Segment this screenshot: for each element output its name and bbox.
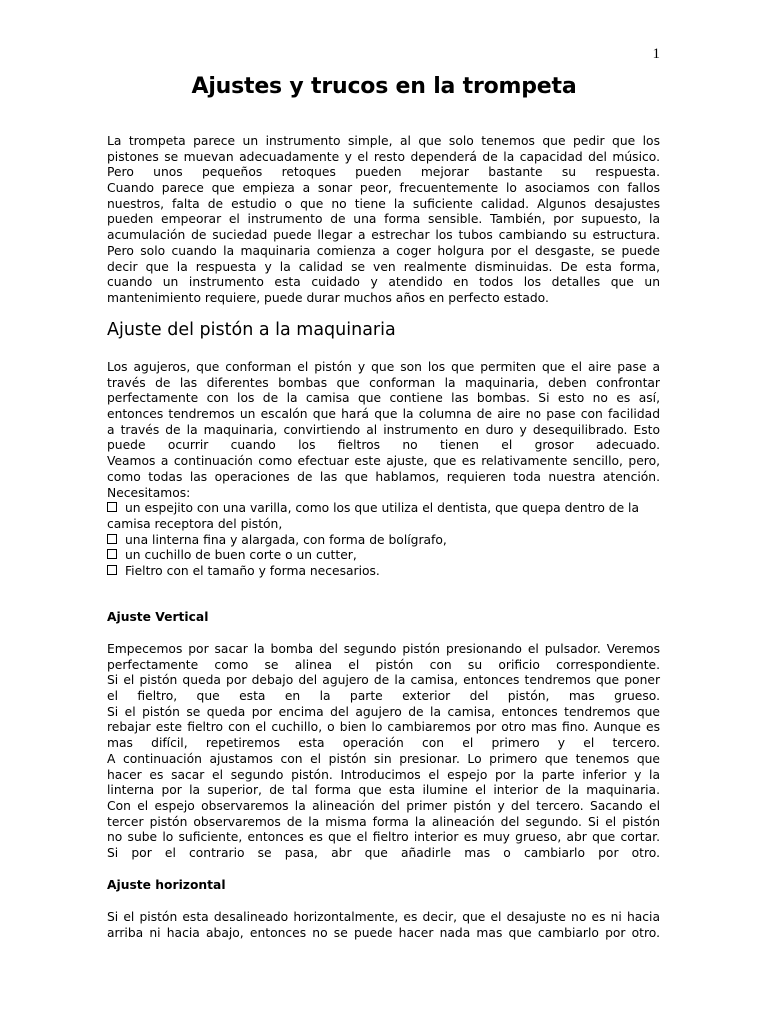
text-line: a través de la maquinaria, convirtiendo al instrumento en duro y desequilibrado. Esto [107, 422, 660, 437]
page-number: 1 [652, 46, 660, 62]
text-line: mas difícil, repetiremos esta operación con el primero y el tercero. [107, 736, 660, 751]
checklist-item: una linterna fina y alargada, con forma de bolígrafo, [107, 533, 660, 549]
text-line: Los agujeros, que conforman el pistón y que son los que permiten que el aire pase a [107, 360, 660, 374]
text-line: hacer es sacar el segundo pistón. Introducimos el espejo por la parte inferior y la [107, 767, 660, 782]
text-line: Si por el contrario se pasa, abr que añadirle mas o cambiarlo por otro. [107, 845, 660, 860]
checklist-item: Fieltro con el tamaño y forma necesarios. [107, 564, 660, 580]
text-line: Cuando parece que empieza a sonar peor, frecuentemente lo asociamos con fallos [107, 181, 660, 196]
checklist-continuation: camisa receptora del pistón, [107, 516, 283, 531]
text-line: perfectamente con los de la camisa que contiene las bombas. Si esto no es así, [107, 391, 660, 406]
section-heading-piston: Ajuste del pistón a la maquinaria [107, 320, 396, 340]
document-title: Ajustes y trucos en la trompeta [191, 74, 577, 99]
text-line: el fieltro, que esta en la parte exterior del pistón, mas grueso. [107, 689, 660, 704]
text-line: perfectamente como se alinea el pistón con su orificio correspondiente. [107, 657, 660, 672]
subsection-heading-horizontal: Ajuste horizontal [107, 878, 226, 892]
text-line: Veamos a continuación como efectuar este ajuste, que es relativamente sencillo, pero, [107, 454, 660, 469]
text-line: A continuación ajustamos con el pistón sin presionar. Lo primero que tenemos que [107, 751, 660, 766]
text-line: pueden empeorar el instrumento de una forma sensible. También, por supuesto, la [107, 212, 660, 227]
text-line: Si el pistón esta desalineado horizontalmente, es decir, que el desajuste no es ni hacia [107, 910, 660, 924]
text-line: Si el pistón queda por debajo del agujero de la camisa, entonces tendremos que poner [107, 673, 660, 688]
text-line: Empecemos por sacar la bomba del segundo pistón presionando el pulsador. Veremos [107, 642, 660, 656]
checklist-item: un cuchillo de buen corte o un cutter, [107, 548, 660, 564]
subsection2-paragraph [107, 910, 660, 941]
text-line: linterna por la superior, de tal forma que esta ilumine el interior de la maquinaria. [107, 783, 660, 798]
text-line: entonces tendremos un escalón que hará que la columna de aire no pase con facilidad [107, 407, 660, 422]
text-line: decir que la respuesta y la calidad se ven realmente disminuidas. De esta forma, [107, 259, 660, 274]
text-line: través de las diferentes bombas que conforman la maquinaria, deben confrontar [107, 375, 660, 390]
text-line: Necesitamos: [107, 485, 191, 500]
text-line: pistones se muevan adecuadamente y el resto dependerá de la capacidad del músico. [107, 149, 660, 164]
text-line: Si el pistón se queda por encima del agujero de la camisa, entonces tendremos que [107, 704, 660, 719]
text-line: rebajar este fieltro con el cuchillo, o bien lo cambiaremos por otro mas fino. Aunque es [107, 720, 660, 735]
text-line: Con el espejo observaremos la alineación del primer pistón y del tercero. Sacando el [107, 798, 660, 813]
section1-paragraph [107, 360, 660, 580]
checkbox-icon [107, 502, 117, 512]
checkbox-icon [107, 549, 117, 559]
intro-paragraph [107, 134, 660, 307]
subsection-heading-vertical: Ajuste Vertical [107, 610, 209, 624]
text-line: no sube lo suficiente, entonces es que el fieltro interior es muy grueso, abr que cortar. [107, 830, 660, 845]
subsection1-paragraph [107, 642, 660, 862]
checkbox-icon [107, 534, 117, 544]
text-line: Pero solo cuando la maquinaria comienza a coger holgura por el desgaste, se puede [107, 243, 660, 258]
checkbox-icon [107, 565, 117, 575]
text-line: mantenimiento requiere, puede durar muchos años en perfecto estado. [107, 290, 549, 305]
checklist-item: un espejito con una varilla, como los que utiliza el dentista, que quepa dentro de la [107, 501, 660, 517]
text-line: acumulación de suciedad puede llegar a estrechar los tubos cambiando su estructura. [107, 228, 660, 243]
text-line: nuestros, falta de estudio o que no tiene la suficiente calidad. Algunos desajustes [107, 196, 660, 211]
text-line: puede ocurrir cuando los fieltros no tienen el grosor adecuado. [107, 438, 660, 453]
text-line: Pero unos pequeños retoques pueden mejorar bastante su respuesta. [107, 165, 660, 180]
text-line: tercer pistón observaremos de la misma forma la alineación del segundo. Si el pistón [107, 814, 660, 829]
text-line: cuando un instrumento esta cuidado y atendido en todos los detalles que un [107, 275, 660, 290]
text-line: arriba ni hacia abajo, entonces no se puede hacer nada mas que cambiarlo por otro. [107, 925, 660, 940]
text-line: La trompeta parece un instrumento simple, al que solo tenemos que pedir que los [107, 134, 660, 148]
text-line: como todas las operaciones de las que hablamos, requieren toda nuestra atención. [107, 469, 660, 484]
